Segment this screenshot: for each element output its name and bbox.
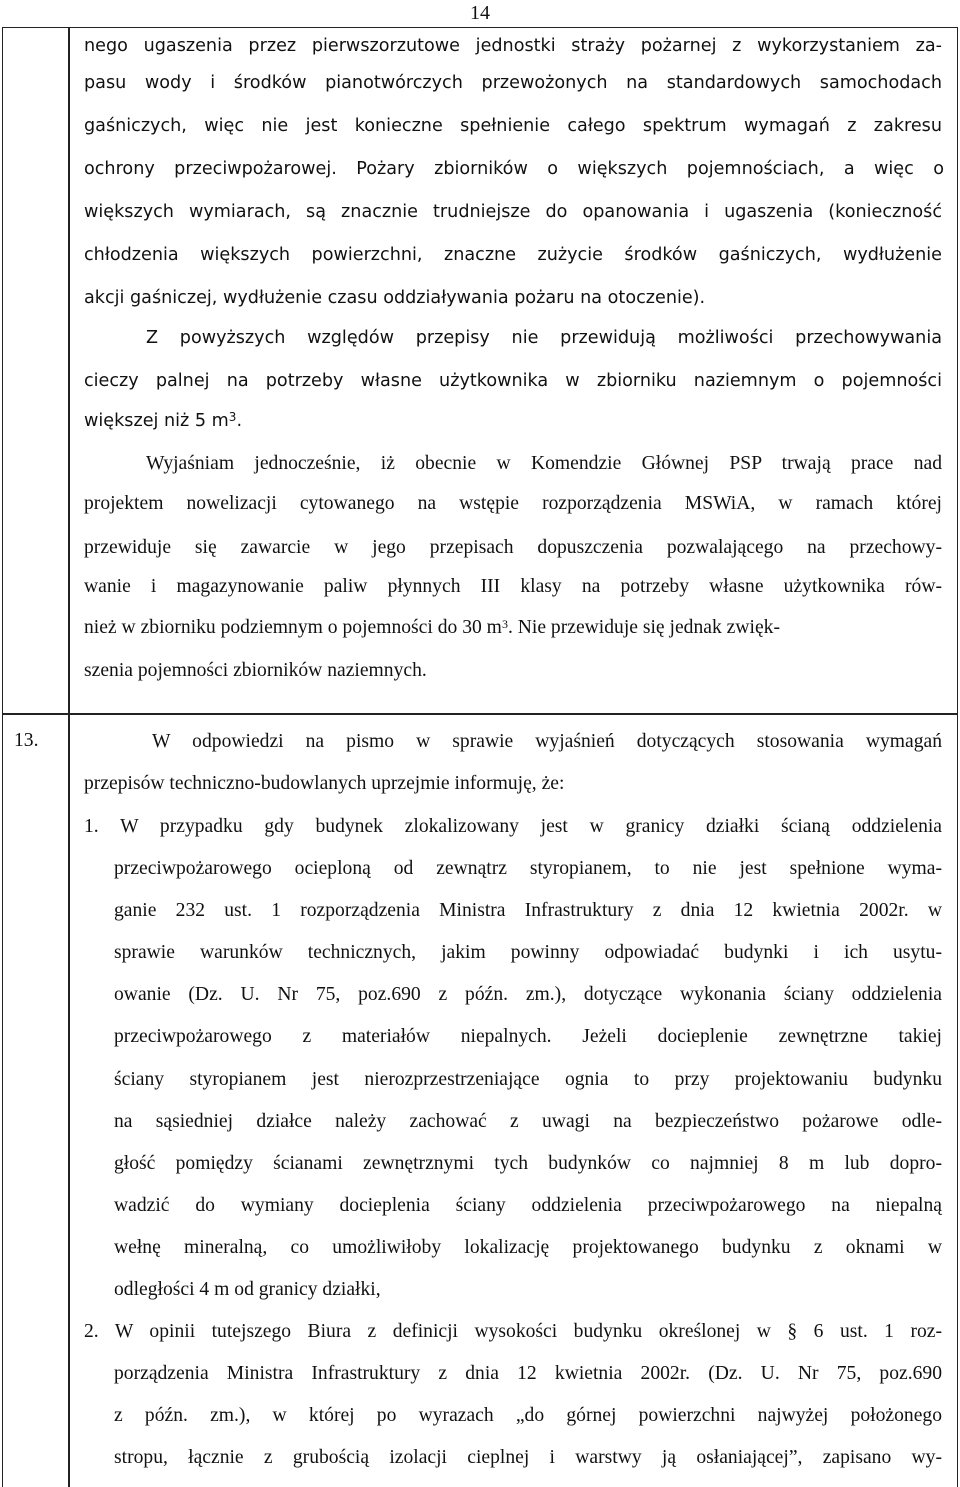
text-line: przewiduje się zawarcie w jego przepisach dopuszczenia pozwalającego na przechowy- [84,537,942,558]
text-line: projektem nowelizacji cytowanego na wstępie rozporządzenia MSWiA, w ramach której [84,493,942,514]
text-line: stropu, łącznie z grubością izolacji cieplnej i warstwy ją osłaniającej”, zapisano wy- [114,1447,942,1468]
text-line: W odpowiedzi na pismo w sprawie wyjaśnień dotyczących stosowania wymagań [152,731,942,752]
column-divider [68,27,70,1487]
text-line: nego ugaszenia przez pierwszorzutowe jednostki straży pożarnej z wykorzystaniem za- [84,36,942,56]
text-line: pasu wody i środków pianotwórczych przewożonych na standardowych samochodach [84,73,942,93]
text-line: z późn. zm.), w której po wyrazach „do górnej powierzchni najwyżej położonego [114,1405,942,1426]
text-line: sprawie warunków technicznych, jakim powinny odpowiadać budynki i ich usytu- [114,942,942,963]
text-line: większych wymiarach, są znacznie trudniejsze do opanowania i ugaszenia (konieczność [84,202,942,222]
text-line: owanie (Dz. U. Nr 75, poz.690 z późn. zm.), dotyczące wykonania ściany oddzielenia [114,984,942,1005]
text-line: gaśniczych, więc nie jest konieczne spełnienie całego spektrum wymagań z zakresu [84,116,942,136]
row-divider [2,713,958,715]
text-line: głość pomiędzy ścianami zewnętrznymi tych budynków co najmniej 8 m lub dopro- [114,1153,942,1174]
text-line: porządzenia Ministra Infrastruktury z dnia 12 kwietnia 2002r. (Dz. U. Nr 75, poz.690 [114,1363,942,1384]
page-number: 14 [470,2,490,24]
text-line: ściany styropianem jest nierozprzestrzeniające ognia to przy projektowaniu budynku [114,1069,942,1090]
text-line: chłodzenia większych powierzchni, znaczne zużycie środków gaśniczych, wydłużenie [84,245,942,265]
text-line: wadzić do wymiany docieplenia ściany oddzielenia przeciwpożarowego na niepalną [114,1195,942,1216]
text-line: szenia pojemności zbiorników naziemnych. [84,660,427,681]
text-line: Z powyższych względów przepisy nie przewidują możliwości przechowywania [146,328,942,348]
text-line: większej niż 5 $m^3$. [84,410,243,431]
text-line: nież w zbiorniku podziemnym o pojemności do 30 $m^3$. Nie przewiduje się jednak zwięk- [84,617,780,638]
text-line: akcji gaśniczej, wydłużenie czasu oddziaływania pożaru na otoczenie). [84,288,706,308]
list-item: 2. W opinii tutejszego Biura z definicji wysokości budynku określonej w § 6 ust. 1 roz- [84,1321,942,1342]
text-line: przepisów techniczno-budowlanych uprzejmie informuję, że: [84,773,565,794]
text-line: ochrony przeciwpożarowej. Pożary zbiorników o większych pojemnościach, a więc o [84,159,944,179]
row-number: 13. [14,730,39,751]
text-line: wełnę mineralną, co umożliwiłoby lokalizację projektowanego budynku z oknami w [114,1237,942,1258]
text-line: na sąsiedniej działce należy zachować z uwagi na bezpieczeństwo pożarowe odle- [114,1111,942,1132]
text-line: cieczy palnej na potrzeby własne użytkownika w zbiorniku naziemnym o pojemności [84,371,942,391]
text-line: odległości 4 m od granicy działki, [114,1279,381,1300]
text-line: przeciwpożarowego z materiałów niepalnych. Jeżeli docieplenie zewnętrzne takiej [114,1026,942,1047]
text-line: ganie 232 ust. 1 rozporządzenia Ministra Infrastruktury z dnia 12 kwietnia 2002r. w [114,900,942,921]
text-line: wanie i magazynowanie paliw płynnych III klasy na potrzeby własne użytkownika rów- [84,576,942,597]
text-line: Wyjaśniam jednocześnie, iż obecnie w Komendzie Głównej PSP trwają prace nad [146,453,942,474]
list-item: 1. W przypadku gdy budynek zlokalizowany jest w granicy działki ścianą oddzielenia [84,816,942,837]
text-line: przeciwpożarowego ocieploną od zewnątrz styropianem, to nie jest spełnione wyma- [114,858,942,879]
